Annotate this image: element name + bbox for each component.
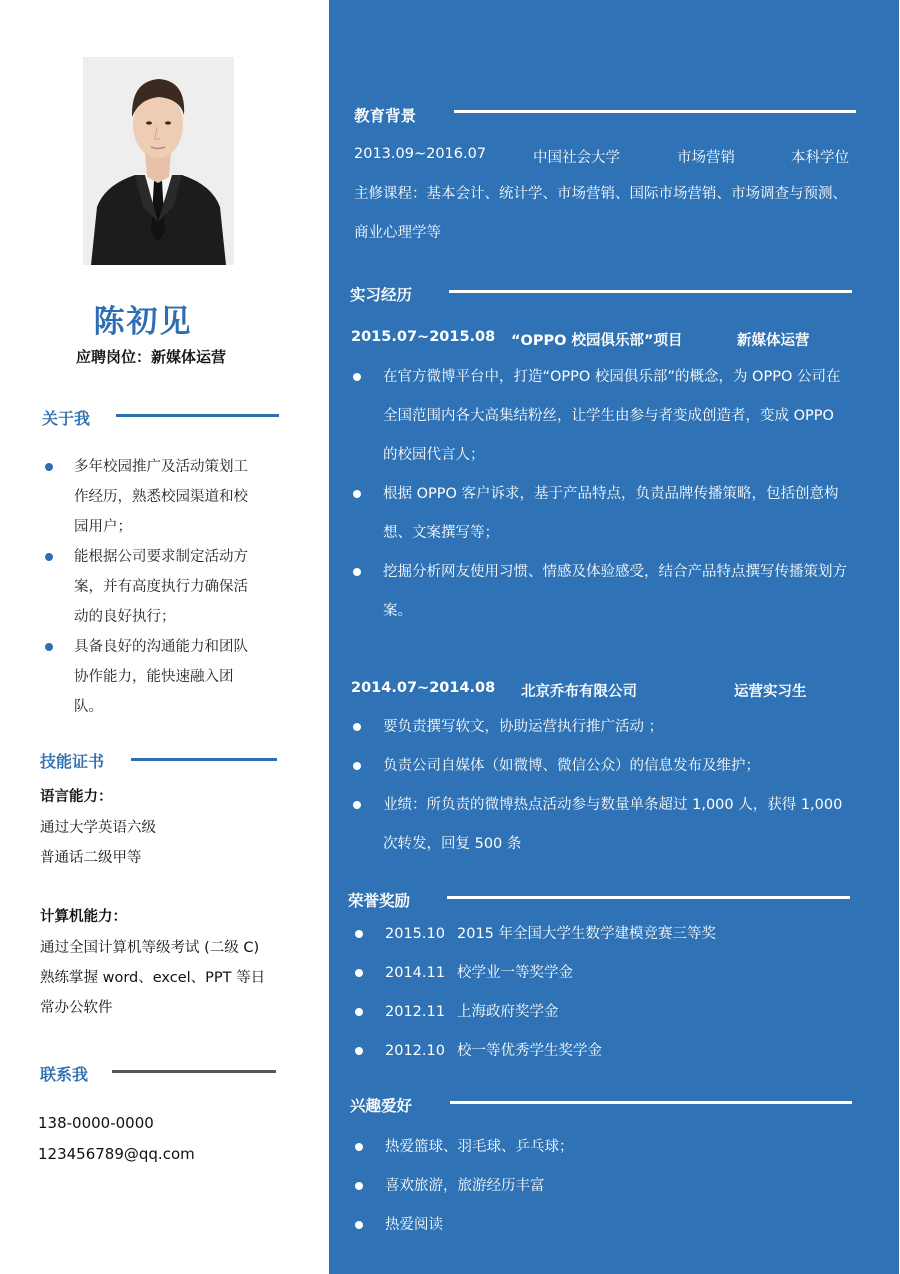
bullet-icon [355,1143,363,1151]
education-courses: 主修课程：基本会计、统计学、市场营销、国际市场营销、市场调查与预测、 商业心理学等 [354,186,847,241]
honor-item: 2014.11 校学业一等奖学金 [353,954,716,993]
computer-line: 通过全国计算机等级考试 (二级 C) [40,940,260,956]
language-line: 普通话二级甲等 [40,850,142,866]
skills-block [40,783,290,1023]
contact-phone[interactable]: 138-0000-0000 [38,1114,154,1132]
job-period: 2014.07~2014.08 [351,680,496,696]
bullet-icon [355,969,363,977]
duty-item: 根据 OPPO 客户诉求，基于产品特点，负责品牌传播策略，包括创意构想、文案撰写等； [351,475,853,553]
about-list [42,452,272,722]
bullet-icon [355,1182,363,1190]
hobbies-rule [450,1101,852,1104]
job-period: 2015.07~2015.08 [351,329,496,345]
computer-line: 熟练掌握 word、excel、PPT 等日 [40,970,266,986]
bullet-icon [355,1047,363,1055]
bullet-icon [353,373,361,381]
honor-item: 2012.10 校一等优秀学生奖学金 [353,1032,716,1071]
skills-rule [131,758,277,761]
job-duties [351,358,853,631]
job-org: “OPPO 校园俱乐部”项目 [511,333,683,349]
bullet-icon [353,723,361,731]
contact-block [38,1108,195,1170]
computer-line: 常办公软件 [40,1000,113,1016]
computer-label: 计算机能力： [40,909,127,925]
about-item: 具备良好的沟通能力和团队协作能力，能快速融入团队。 [42,632,272,722]
hobby-item: 喜欢旅游，旅游经历丰富 [353,1167,574,1206]
bullet-icon [353,762,361,770]
honor-item: 2012.11 上海政府奖学金 [353,993,716,1032]
job-duties [351,708,853,864]
bullet-icon [353,801,361,809]
right-panel [329,0,899,1274]
job-role: 运营实习生 [734,684,807,700]
duty-item: 在官方微博平台中，打造“OPPO 校园俱乐部”的概念，为 OPPO 公司在全国范围内各大高集结粉丝，让学生由参与者变成创造者，变成 OPPO 的校园代言人； [351,358,853,475]
profile-photo [83,57,234,265]
honor-item: 2015.10 2015 年全国大学生数学建模竞赛三等奖 [353,915,716,954]
bullet-icon [355,1221,363,1229]
about-title: 关于我 [42,409,91,428]
honors-title: 荣誉奖励 [348,892,411,910]
about-item: 多年校园推广及活动策划工作经历，熟悉校园渠道和校园用户； [42,452,272,542]
hobby-item: 热爱阅读 [353,1206,574,1245]
bullet-icon [45,643,53,651]
about-item: 能根据公司要求制定活动方案，并有高度执行力确保活动的良好执行； [42,542,272,632]
contact-email[interactable]: 123456789@qq.com [38,1145,195,1163]
duty-item: 要负责撰写软文，协助运营执行推广活动 ； [351,708,853,747]
duty-item: 负责公司自媒体（如微博、微信公众）的信息发布及维护； [351,747,853,786]
bullet-icon [353,490,361,498]
honors-list [353,915,716,1071]
applied-position: 应聘岗位：新媒体运营 [75,348,226,366]
candidate-name: 陈初见 [93,304,193,340]
skills-title: 技能证书 [40,752,105,771]
job-org: 北京乔布有限公司 [521,684,637,700]
education-degree: 本科学位 [791,150,849,166]
about-rule [116,414,279,417]
bullet-icon [45,463,53,471]
duty-item: 业绩：所负责的微博热点活动参与数量单条超过 1,000 人，获得 1,000 次转发，回复 500 条 [351,786,853,864]
duty-item: 挖掘分析网友使用习惯、情感及体验感受，结合产品特点撰写传播策划方案。 [351,553,853,631]
internship-title: 实习经历 [350,286,413,304]
honors-rule [447,896,850,899]
internship-rule [449,290,852,293]
education-school: 中国社会大学 [533,150,620,166]
bullet-icon [355,1008,363,1016]
hobbies-title: 兴趣爱好 [350,1097,413,1115]
bullet-icon [45,553,53,561]
hobbies-list [353,1128,574,1245]
contact-title: 联系我 [40,1065,89,1084]
job-role: 新媒体运营 [737,333,810,349]
bullet-icon [353,568,361,576]
contact-rule [112,1070,276,1073]
bullet-icon [355,930,363,938]
education-period: 2013.09~2016.07 [354,146,487,162]
education-rule [454,110,856,113]
language-line: 通过大学英语六级 [40,820,156,836]
hobby-item: 热爱篮球、羽毛球、乒乓球； [353,1128,574,1167]
language-label: 语言能力： [40,789,113,805]
education-major: 市场营销 [677,150,735,166]
education-title: 教育背景 [354,107,417,125]
